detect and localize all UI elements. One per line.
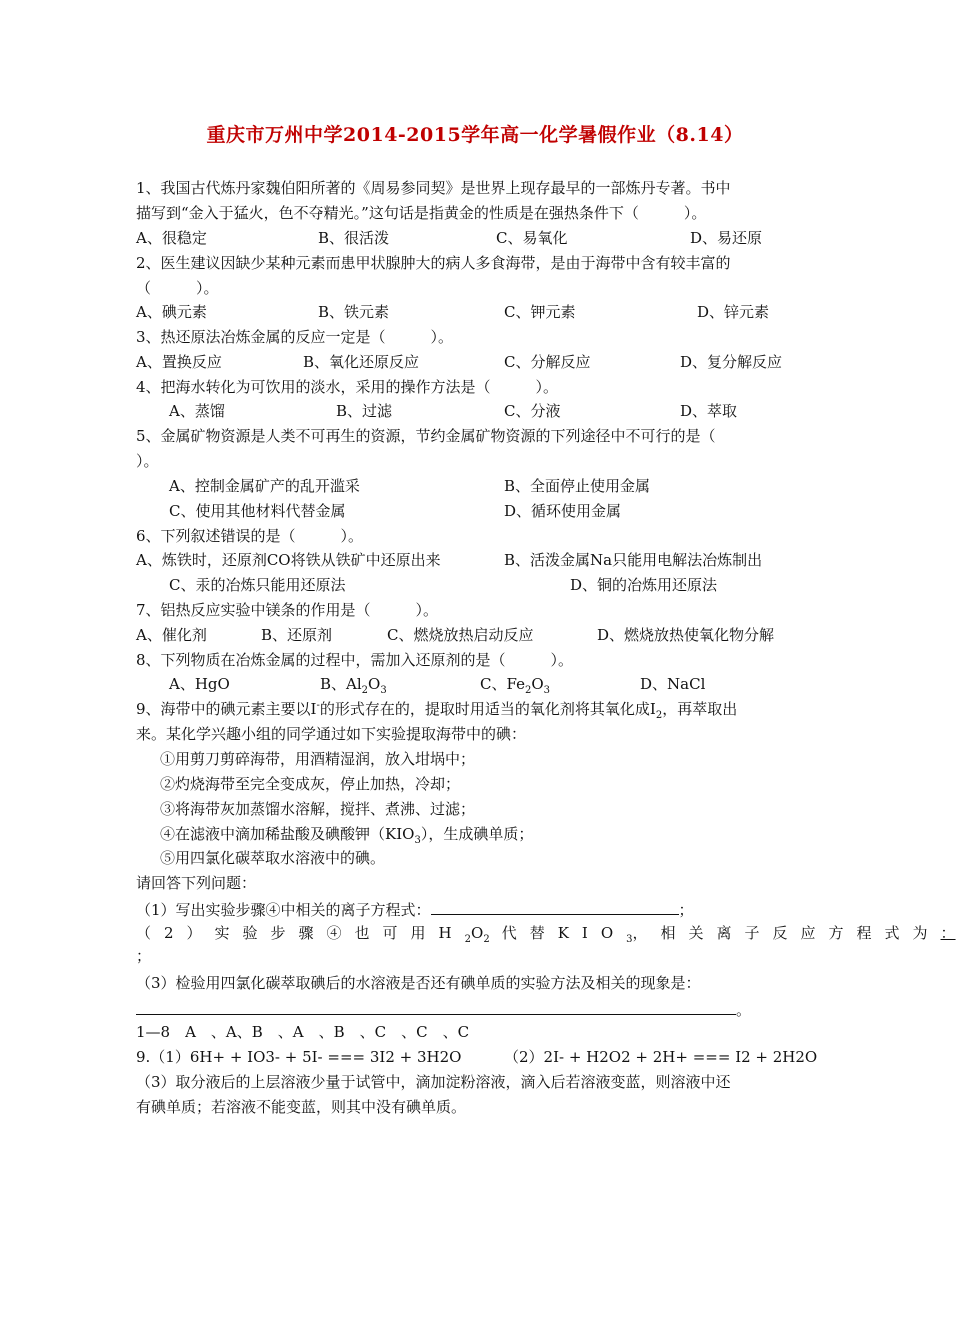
question-9-line-2: 来。某化学兴趣小组的同学通过如下实验提取海带中的碘： [136, 725, 527, 743]
subscript: 2 [361, 685, 369, 696]
q5-option-d: D、循环使用金属 [504, 502, 622, 520]
q8-option-a: A、HgO [169, 675, 230, 693]
q8-option-d: D、NaCl [640, 675, 706, 693]
q3-option-d: D、复分解反应 [680, 353, 783, 371]
q6-option-a: A、炼铁时，还原剂CO将铁从铁矿中还原出来 [136, 551, 441, 569]
q4-option-b: B、过滤 [336, 402, 393, 420]
q9-sub-3: （3）检验用四氯化碳萃取碘后的水溶液是否还有碘单质的实验方法及相关的现象是： [136, 974, 701, 992]
question-2-line-2: （ ）。 [136, 279, 219, 297]
subscript: 3 [380, 685, 387, 696]
q5-option-b: B、全面停止使用金属 [504, 477, 651, 495]
q8-option-c-text: C、Fe [480, 675, 525, 693]
question-5-line-1: 5、金属矿物资源是人类不可再生的资源，节约金属矿物资源的下列途径中不可行的是（ [136, 427, 716, 445]
q9-sub-1-text: （1）写出实验步骤④中相关的离子方程式： [136, 901, 431, 919]
q9-sub-1-end: ； [678, 901, 694, 919]
q6-option-b: B、活泼金属Na只能用电解法冶炼制出 [504, 551, 763, 569]
q9-sub-3-end: 。 [736, 1001, 752, 1019]
subscript: 3 [543, 685, 551, 696]
q3-option-a: A、置换反应 [136, 353, 222, 371]
q4-option-d: D、萃取 [680, 402, 738, 420]
q5-option-c: C、使用其他材料代替金属 [169, 502, 346, 520]
answer-9-2: （2）2I- + H2O2 + 2H+ === I2 + 2H2O [504, 1048, 818, 1066]
subscript: 2 [483, 934, 490, 945]
q9-sub-2-text-2: O [471, 924, 484, 942]
q1-option-c: C、易氧化 [496, 229, 568, 247]
answer-blank-long[interactable] [136, 998, 736, 1015]
answer-9-3-line-2: 有碘单质；若溶液不能变蓝，则其中没有碘单质。 [136, 1098, 467, 1116]
q2-option-c: C、钾元素 [504, 303, 576, 321]
q9-step-5: ⑤用四氯化碳萃取水溶液中的碘。 [160, 849, 386, 867]
q7-option-a: A、催化剂 [136, 626, 207, 644]
q6-option-d: D、铜的冶炼用还原法 [570, 576, 718, 594]
q9-prompt: 请回答下列问题： [136, 874, 257, 892]
subscript: 2 [524, 685, 532, 696]
q9-sub-2 [136, 923, 956, 943]
q9-sub-2-text-4: ，相关离子反应方程式为 [632, 924, 941, 942]
question-5-line-2: ）。 [136, 452, 159, 470]
question-3-line-1: 3、热还原法冶炼金属的反应一定是（ ）。 [136, 328, 454, 346]
answers-1-8: 1—8 A 、A、B 、A 、B 、C 、C 、C [136, 1023, 470, 1041]
q2-option-a: A、碘元素 [136, 303, 207, 321]
q8-option-b [320, 674, 387, 694]
q9-sub-3-blank-line [136, 998, 751, 1020]
question-1-line-2: 描写到“金入于猛火，色不夺精光。”这句话是指黄金的性质是在强热条件下（ ）。 [136, 204, 707, 222]
q9-step-4-text: ④在滤液中滴加稀盐酸及碘酸钾（KIO [160, 825, 415, 843]
q9-sub-2-text-3: 代替KIO [501, 924, 627, 942]
answer-9-3-line-1: （3）取分液后的上层溶液少量于试管中，滴加淀粉溶液，滴入后若溶液变蓝，则溶液中还 [136, 1073, 731, 1091]
question-7-line-1: 7、铝热反应实验中镁条的作用是（ ）。 [136, 601, 439, 619]
q5-option-a: A、控制金属矿产的乱开滥采 [169, 477, 360, 495]
q1-option-b: B、很活泼 [318, 229, 390, 247]
answer-blank-short[interactable]: ： [940, 924, 956, 942]
subscript: 3 [414, 835, 421, 846]
question-4-line-1: 4、把海水转化为可饮用的淡水，采用的操作方法是（ ）。 [136, 378, 559, 396]
q7-option-c: C、燃烧放热启动反应 [387, 626, 534, 644]
answer-9-1: 9.（1）6H+ + IO3- + 5I- === 3I2 + 3H2O [136, 1048, 462, 1066]
q3-option-c: C、分解反应 [504, 353, 591, 371]
q8-option-c [480, 674, 550, 694]
q2-option-d: D、锌元素 [697, 303, 770, 321]
q9-sub-2-end: ； [136, 947, 152, 965]
q9-step-2: ②灼烧海带至完全变成灰，停止加热，冷却； [160, 775, 461, 793]
subscript: 3 [626, 934, 633, 945]
q9-sub-2-text: （2）实验步骤④也可用H [136, 924, 465, 942]
q8-option-b-text: B、Al [320, 675, 362, 693]
answer-blank[interactable] [431, 898, 679, 915]
q9-step-4 [160, 824, 533, 844]
q9-text-2: 的形式存在的，提取时用适当的氧化剂将其氧化成I [319, 700, 656, 718]
superscript: - [316, 700, 320, 711]
subscript: 2 [464, 934, 472, 945]
q3-option-b: B、氧化还原反应 [303, 353, 420, 371]
q9-text: 9、海带中的碘元素主要以I [136, 700, 317, 718]
subscript: 2 [655, 710, 663, 721]
q4-option-a: A、蒸馏 [169, 402, 225, 420]
q9-step-1: ①用剪刀剪碎海带，用酒精湿润，放入坩埚中； [160, 750, 476, 768]
q4-option-c: C、分液 [504, 402, 561, 420]
page-title: 重庆市万州中学2014-2015学年高一化学暑假作业（8.14） [206, 124, 744, 146]
q1-option-d: D、易还原 [690, 229, 763, 247]
q2-option-b: B、铁元素 [318, 303, 390, 321]
q9-sub-1 [136, 898, 694, 920]
q9-text-3: ，再萃取出 [662, 700, 738, 718]
q7-option-d: D、燃烧放热使氧化物分解 [597, 626, 775, 644]
question-6-line-1: 6、下列叙述错误的是（ ）。 [136, 527, 364, 545]
q8-option-b-text-2: O [368, 675, 381, 693]
question-1-line-1: 1、我国古代炼丹家魏伯阳所著的《周易参同契》是世界上现存最早的一部炼丹专著。书中 [136, 179, 731, 197]
question-2-line-1: 2、医生建议因缺少某种元素而患甲状腺肿大的病人多食海带，是由于海带中含有较丰富的 [136, 254, 731, 272]
q6-option-c: C、汞的冶炼只能用还原法 [169, 576, 346, 594]
q1-option-a: A、很稳定 [136, 229, 207, 247]
q7-option-b: B、还原剂 [261, 626, 333, 644]
q9-step-3: ③将海带灰加蒸馏水溶解，搅拌、煮沸、过滤； [160, 800, 476, 818]
q8-option-c-text-2: O [531, 675, 544, 693]
q9-step-4-text-2: ），生成碘单质； [420, 825, 534, 843]
question-8-line-1: 8、下列物质在冶炼金属的过程中，需加入还原剂的是（ ）。 [136, 651, 574, 669]
question-9-line-1 [136, 699, 737, 719]
